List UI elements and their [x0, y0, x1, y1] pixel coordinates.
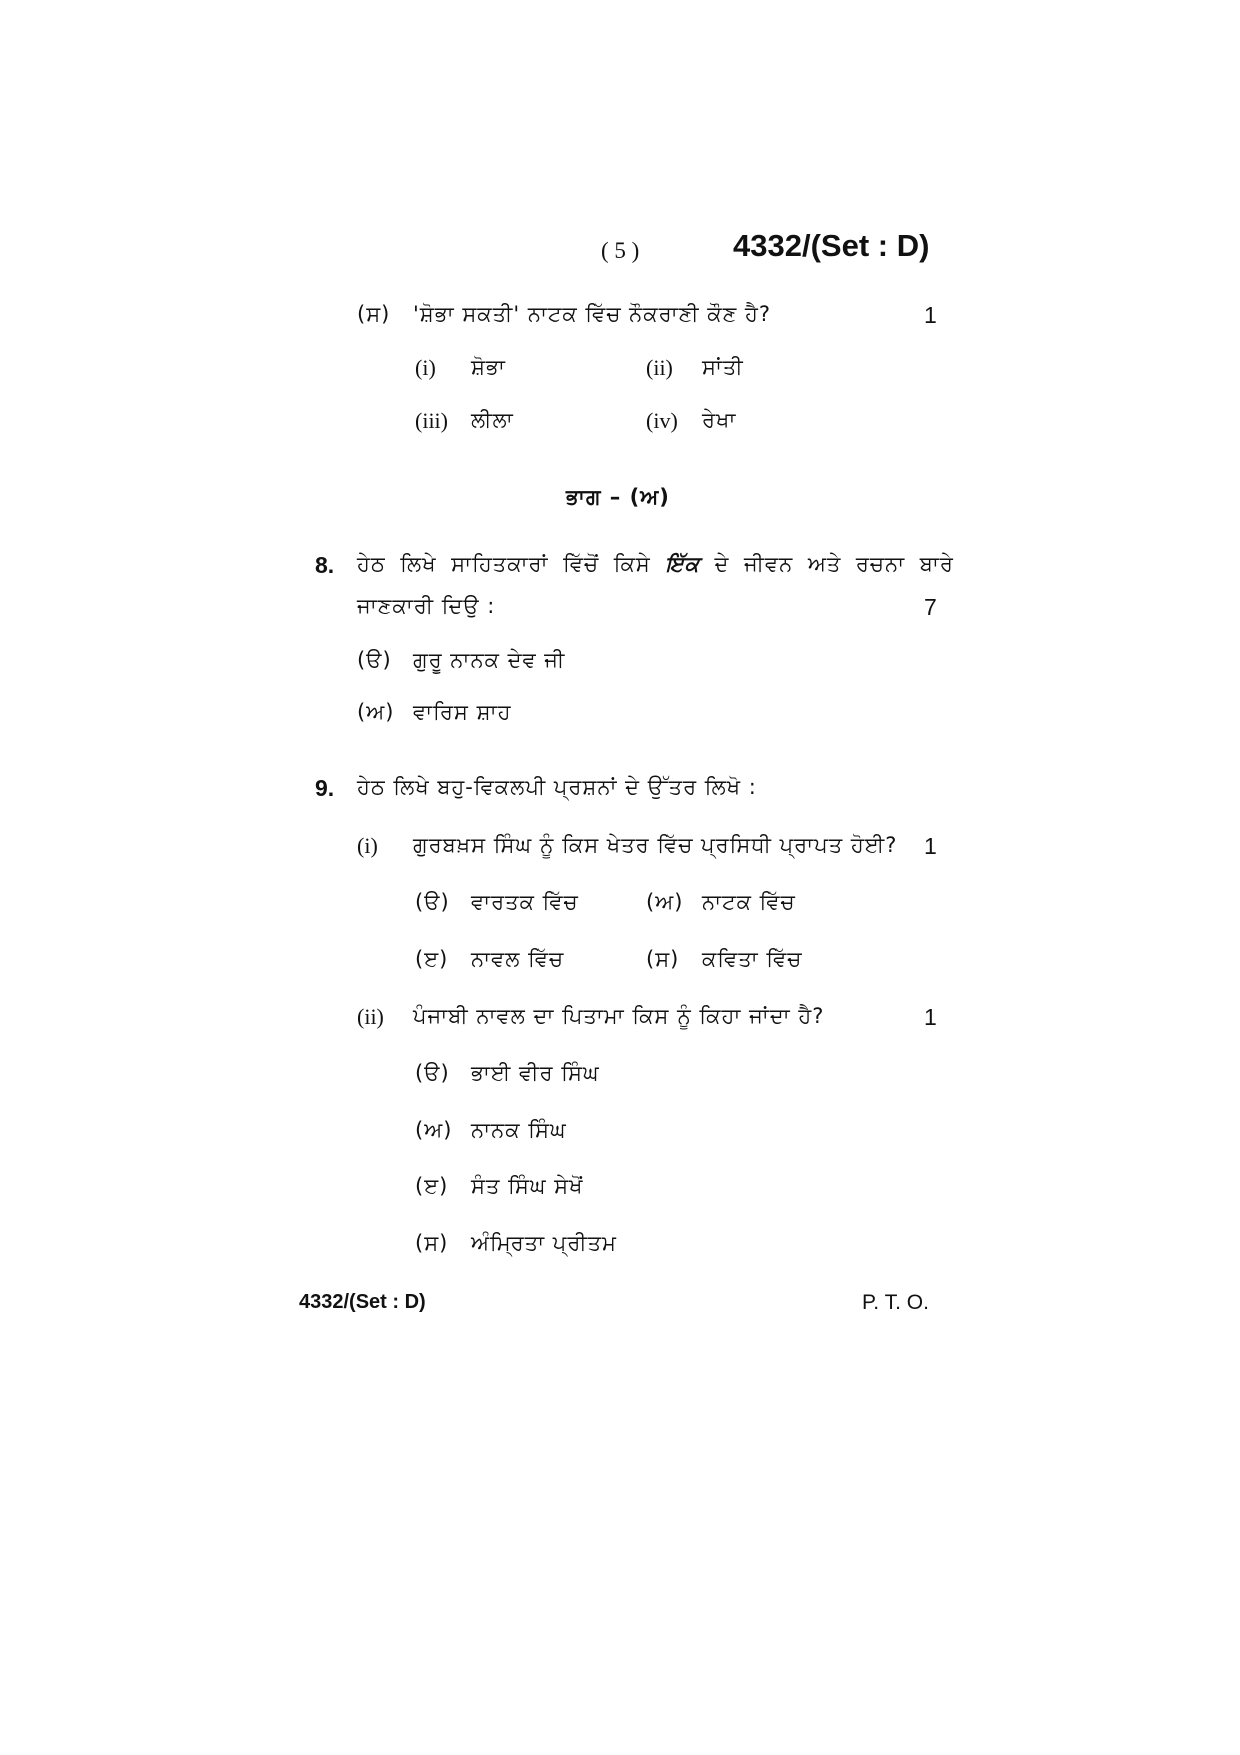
- option-text: ਭਾਈ ਵੀਰ ਸਿੰਘ: [471, 1061, 600, 1085]
- paper-code-header: 4332/(Set : D): [733, 228, 930, 263]
- page-number: ( 5 ): [601, 238, 640, 263]
- option-text: ਲੀਲਾ: [471, 408, 514, 432]
- question-text: ਹੇਠ ਲਿਖੇ ਬਹੁ-ਵਿਕਲਪੀ ਪ੍ਰਸ਼ਨਾਂ ਦੇ ਉੱਤਰ ਲਿਖੋ :: [357, 775, 757, 799]
- option-label: (ੲ): [415, 1174, 449, 1198]
- question-marks: 1: [924, 302, 937, 328]
- word: ਕਿਸੇ: [613, 552, 651, 576]
- word: ਅਤੇ: [807, 552, 842, 576]
- option-label: (ਸ): [646, 947, 680, 971]
- option-label: (iv): [646, 408, 678, 433]
- option-text: ਵਾਰਿਸ ਸ਼ਾਹ: [413, 700, 512, 724]
- option-label: (ੳ): [415, 890, 450, 914]
- option-label: (iii): [415, 408, 448, 433]
- sub-question-text: ਪੰਜਾਬੀ ਨਾਵਲ ਦਾ ਪਿਤਾਮਾ ਕਿਸ ਨੂੰ ਕਿਹਾ ਜਾਂਦਾ ਹੈ?: [413, 1004, 825, 1028]
- question-number: 8.: [315, 552, 335, 578]
- paper-code-footer: 4332/(Set : D): [299, 1291, 426, 1313]
- word: ਸਾਹਿਤਕਾਰਾਂ: [451, 552, 549, 576]
- sub-question-label: (ii): [357, 1004, 384, 1029]
- question-text: 'ਸ਼ੋਭਾ ਸਕਤੀ' ਨਾਟਕ ਵਿੱਚ ਨੌਕਰਾਣੀ ਕੌਣ ਹੈ?: [413, 302, 772, 326]
- word: ਜੀਵਨ: [743, 552, 794, 576]
- option-text: ਨਾਟਕ ਵਿੱਚ: [702, 890, 796, 914]
- option-text: ਸ਼ੋਭਾ: [471, 355, 506, 379]
- sub-question-text: ਗੁਰਬਖ਼ਸ ਸਿੰਘ ਨੂੰ ਕਿਸ ਖੇਤਰ ਵਿੱਚ ਪ੍ਰਸਿਧੀ ਪ੍ਰਾਪਤ ਹੋਈ?: [413, 833, 898, 857]
- word: ਦੇ: [714, 552, 730, 576]
- option-label: (ੲ): [415, 947, 449, 971]
- question-text-line2: ਜਾਣਕਾਰੀ ਦਿਉ :: [357, 594, 496, 618]
- option-text: ਵਾਰਤਕ ਵਿੱਚ: [471, 890, 579, 914]
- option-text: ਅੰਮ੍ਰਿਤਾ ਪ੍ਰੀਤਮ: [471, 1231, 617, 1255]
- emphasis-word: ਇੱਕ: [665, 552, 700, 576]
- question-marks: 7: [924, 594, 937, 620]
- option-label: (ੳ): [357, 648, 392, 672]
- sub-question-marks: 1: [924, 833, 937, 859]
- option-label: (ਅ): [415, 1118, 453, 1142]
- word: ਵਿੱਚੋਂ: [563, 552, 600, 576]
- option-text: ਨਾਵਲ ਵਿੱਚ: [471, 947, 565, 971]
- sub-question-marks: 1: [924, 1004, 937, 1030]
- word: ਰਚਨਾ: [855, 552, 906, 576]
- pto-label: P. T. O.: [862, 1291, 929, 1314]
- option-label: (ੳ): [415, 1061, 450, 1085]
- sub-question-label: (i): [357, 833, 378, 858]
- option-text: ਗੁਰੂ ਨਾਨਕ ਦੇਵ ਜੀ: [413, 648, 566, 672]
- word: ਹੇਠ: [357, 552, 386, 576]
- option-label: (i): [415, 355, 436, 380]
- option-text: ਸੰਤ ਸਿੰਘ ਸੇਖੋਂ: [471, 1174, 584, 1198]
- question-text-line1: [357, 552, 954, 577]
- word: ਲਿਖੇ: [400, 552, 437, 576]
- option-label: (ਅ): [646, 890, 684, 914]
- option-text: ਸਾਂਤੀ: [702, 355, 744, 379]
- question-number: 9.: [315, 775, 335, 801]
- option-text: ਰੇਖਾ: [702, 408, 737, 432]
- section-heading: ਭਾਗ – (ਅ): [566, 485, 670, 509]
- option-label: (ਸ): [415, 1231, 449, 1255]
- option-text: ਨਾਨਕ ਸਿੰਘ: [471, 1118, 567, 1142]
- option-label: (ii): [646, 355, 673, 380]
- question-label: (ਸ): [357, 302, 391, 326]
- word: ਬਾਰੇ: [919, 552, 954, 576]
- option-label: (ਅ): [357, 700, 395, 724]
- option-text: ਕਵਿਤਾ ਵਿੱਚ: [702, 947, 803, 971]
